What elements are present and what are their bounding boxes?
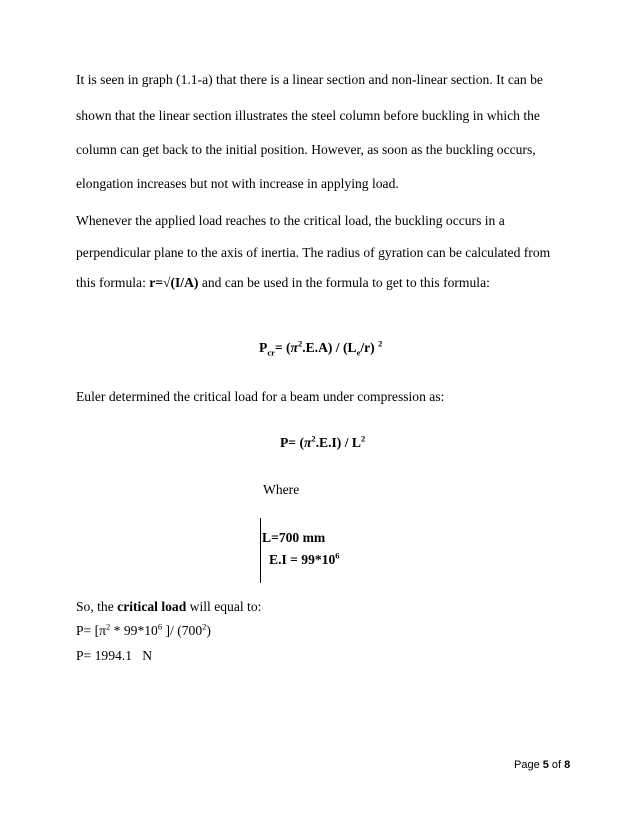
formula-1-r-close: /r) [360, 340, 375, 355]
paragraph-2-line-3 [76, 275, 490, 291]
calc-b-exp: 6 [157, 621, 163, 632]
conclusion-pre: So, the [76, 599, 118, 614]
formula-2-pi-exp: 2 [311, 433, 316, 444]
formula-1-p-sub: cr [267, 347, 275, 358]
given-ei-exp: 6 [335, 550, 340, 561]
radius-of-gyration-formula: r=√(I/A) [149, 275, 199, 290]
given-length: L=700 mm [262, 530, 326, 545]
formula-1-ea: .E.A) / (L [302, 340, 357, 355]
paragraph-1-line-4: elongation increases but not with increase in applying load. [76, 176, 399, 191]
conclusion-line [76, 599, 261, 615]
page-number-footer [514, 759, 570, 771]
footer-current-page: 5 [542, 759, 549, 771]
formula-1-l-sub: e [356, 347, 361, 358]
paragraph-2-line-2: perpendicular plane to the axis of inertia. The radius of gyration can be calculated from [76, 245, 551, 260]
formula-2-lhs: P= ( [280, 435, 304, 450]
where-label: Where [263, 482, 300, 497]
paragraph-3: Euler determined the critical load for a beam under compression as: [76, 389, 445, 404]
calc-c: ]/ (700 [162, 623, 203, 638]
paragraph-1-line-1: It is seen in graph (1.1-a) that there is a linear section and non-linear section. It can be [76, 72, 543, 87]
conclusion-post: will equal to: [186, 599, 262, 614]
formula-1-eq-open: = ( [274, 340, 291, 355]
formula-1-p: P [259, 340, 268, 355]
calc-a-exp: 2 [106, 621, 111, 632]
footer-total-pages: 8 [564, 759, 571, 771]
calc-c-exp: 2 [202, 621, 207, 632]
formula-1-pi-exp: 2 [297, 338, 303, 349]
paragraph-2-line-3-pre: this formula: [76, 275, 150, 290]
calculation-line [76, 623, 211, 639]
formula-2-pi: π [303, 435, 312, 450]
paragraph-2-line-3-post: and can be used in the formula to get to this formula: [198, 275, 490, 290]
formula-1-pi: π [290, 340, 298, 355]
given-ei-base: E.I = 99*10 [269, 552, 336, 567]
calc-b: * 99*10 [110, 623, 158, 638]
given-ei [269, 552, 340, 568]
formula-1-outer-exp: 2 [378, 338, 383, 349]
calc-d: ) [206, 623, 211, 638]
footer-of-word: of [548, 759, 565, 771]
footer-page-word: Page [514, 759, 543, 771]
formula-critical-load-radius [259, 340, 382, 356]
result-line: P= 1994.1 N [76, 648, 153, 663]
conclusion-bold: critical load [117, 599, 187, 614]
paragraph-1-line-2: shown that the linear section illustrates the steel column before buckling in which the [76, 108, 540, 123]
paragraph-2-line-1: Whenever the applied load reaches to the critical load, the buckling occurs in a [76, 213, 505, 228]
given-values-bracket [260, 518, 261, 583]
formula-euler [280, 435, 365, 451]
paragraph-1-line-3: column can get back to the initial position. However, as soon as the buckling occurs, [76, 142, 536, 157]
formula-2-l-exp: 2 [360, 433, 366, 444]
formula-2-mid: .E.I) / L [315, 435, 361, 450]
calc-a: P= [π [76, 623, 107, 638]
